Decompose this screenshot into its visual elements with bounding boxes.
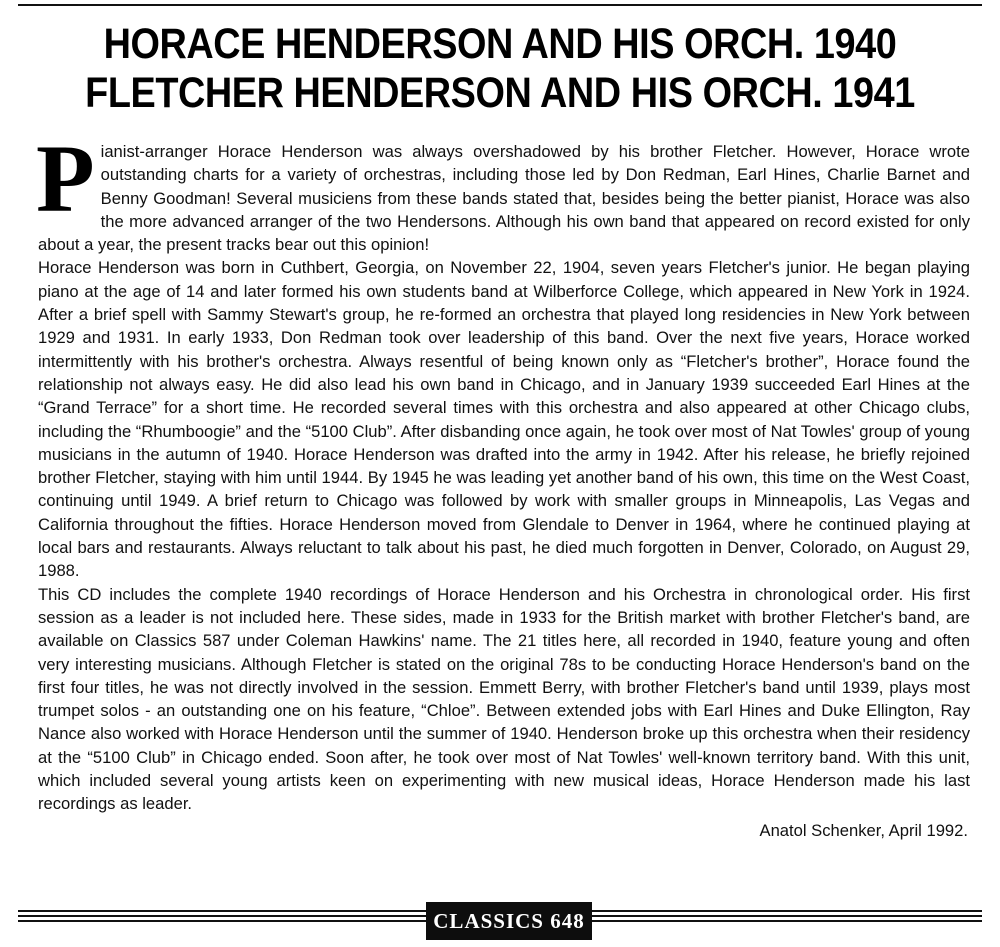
author-signature: Anatol Schenker, April 1992. xyxy=(759,820,968,840)
liner-notes-body xyxy=(36,125,970,842)
top-rule xyxy=(18,4,982,6)
biography-paragraph: Horace Henderson was born in Cuthbert, Georgia, on November 22, 1904, seven years Fletcher's junior. He began playing piano at the age of 14 and later formed his own students band at Wilberforce College, which appeared in New York in 1924. After a brief spell with Sammy Stewart's group, he re-formed an orchestra that played long residencies in New York between 1929 and 1931. In early 1933, Don Redman took over leadership of this band. Over the next five years, Horace worked intermittently with his brother's orchestra. Always resentful of being known only as “Fletcher's brother”, Horace found the relationship not always easy. He did also lead his own band in Chicago, and in January 1939 succeeded Earl Hines at the “Grand Terrace” for a short time. He recorded several times with this orchestra and also appeared at other Chicago clubs, including the “Rhumboogie” and the “5100 Club”. After disbanding once again, he took over most of Nat Towles' group of young musicians in the autumn of 1940. Horace Henderson was drafted into the army in 1942. After his release, he briefly rejoined brother Fletcher, staying with him until 1944. By 1945 he was leading yet another band of his own, this time on the West Coast, continuing until 1949. A brief return to Chicago was followed by work with smaller groups in Minneapolis, Las Vegas and California throughout the fifties. Horace Henderson moved from Glendale to Denver in 1964, where he continued playing at local bars and restaurants. Always reluctant to talk about his past, he died much forgotten in Denver, Colorado, on August 29, 1988. xyxy=(38,258,970,581)
catalog-badge: CLASSICS 648 xyxy=(426,902,592,940)
recordings-paragraph: This CD includes the complete 1940 recordings of Horace Henderson and his Orchestra in chronological order. His first session as a leader is not included here. These sides, made in 1933 for the British market with brother Fletcher's band, are available on Classics 587 under Coleman Hawkins' name. The 21 titles here, all recorded in 1940, feature young and often very interesting musicians. Although Fletcher is stated on the original 78s to be conducting Horace Henderson's band on the first four titles, he was not directly involved in the session. Emmett Berry, with brother Fletcher's band until 1939, plays most trumpet solos - an outstanding one on his feature, “Chloe”. Between extended jobs with Earl Hines and Duke Ellington, Ray Nance also worked with Horace Henderson until the summer of 1940. Henderson broke up this orchestra when their residency at the “5100 Club” in Chicago ended. Soon after, he took over most of Nat Towles' well-known territory band. With this unit, which included several young artists keen on experimenting with new musical ideas, Horace Henderson made his last recordings as leader. xyxy=(38,584,970,814)
title-line-2: FLETCHER HENDERSON AND HIS ORCH. 1941 xyxy=(85,69,915,117)
intro-paragraph xyxy=(36,125,970,256)
title-line-1: HORACE HENDERSON AND HIS ORCH. 1940 xyxy=(103,20,897,68)
intro-text: ianist-arranger Horace Henderson was always overshadowed by his brother Fletcher. However, Horace wrote outstanding charts for a variety of orchestras, including those led by Don Redman, Earl Hines, Charlie Barnet and Benny Goodman! Several musiciens from these bands stated that, besides being the better pianist, Horace was also the more advanced arranger of the two Hendersons. Although his own band that appeared on record existed for only about a year, the present tracks bear out this opinion! xyxy=(38,142,970,255)
drop-cap: P xyxy=(36,125,95,232)
page-title xyxy=(60,20,940,118)
